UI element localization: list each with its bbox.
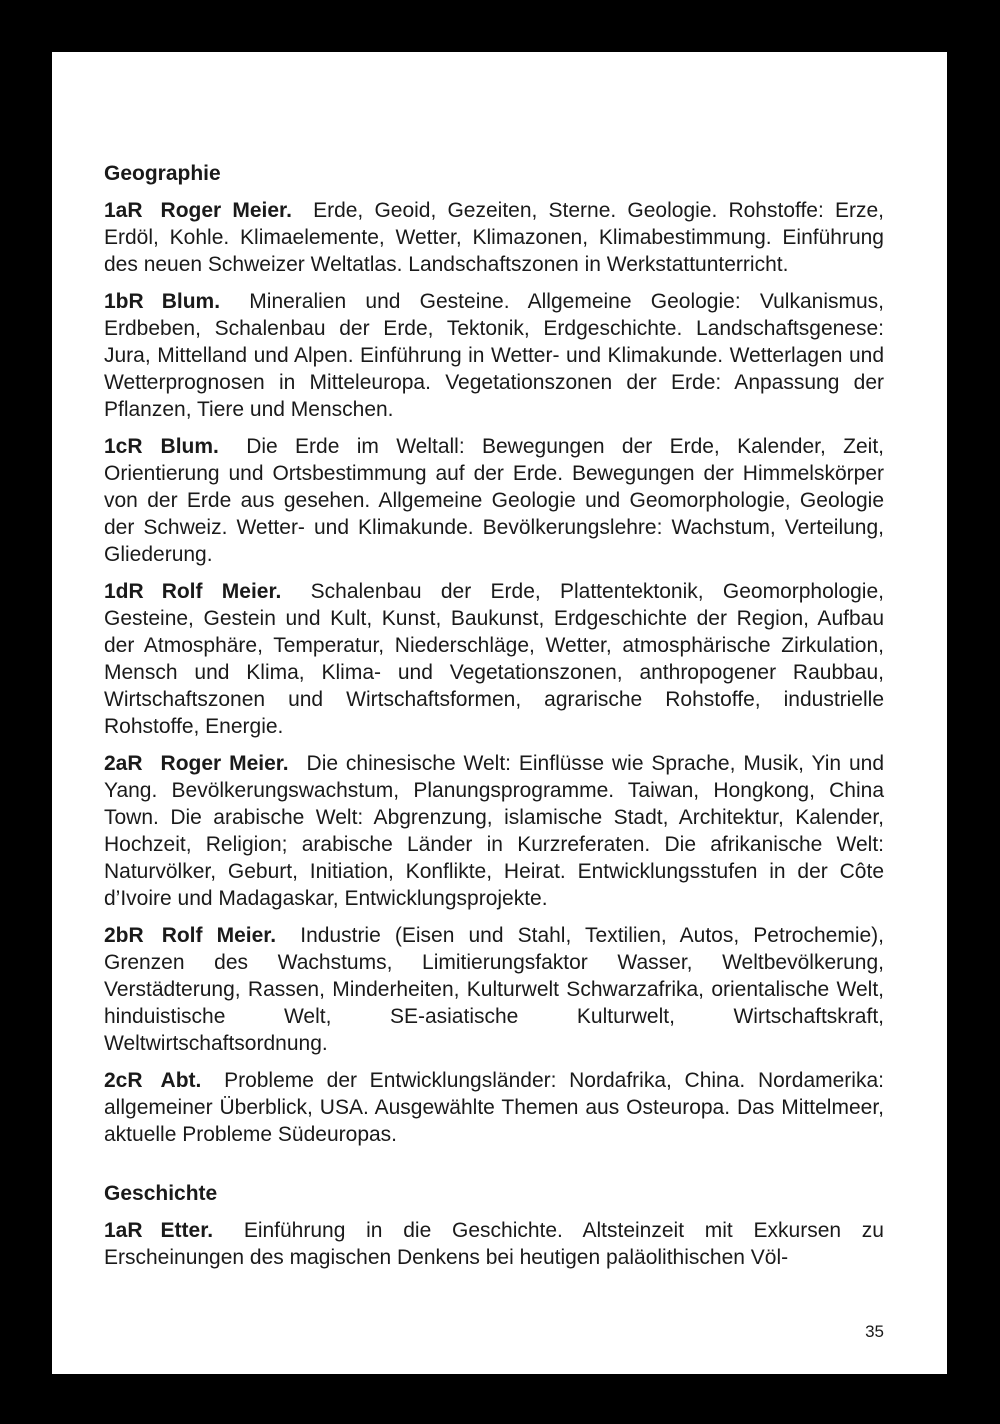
section-geschichte <box>104 1180 884 1271</box>
teacher-name: Etter. <box>160 1219 214 1242</box>
course-description: Einführung in die Geschichte. Altsteinzeit mit Exkursen zu Erscheinungen des magischen Denkens bei heutigen paläolithischen Völ- <box>104 1219 884 1269</box>
course-description: Erde, Geoid, Gezeiten, Sterne. Geologie. Rohstoffe: Erze, Erdöl, Kohle. Klimaelemente, Wetter, Klimazonen, Klimabestimmung. Einführung des neuen Schweizer Weltatlas. Landschaftszonen in Werkstattunterricht. <box>104 199 884 276</box>
course-entry <box>104 433 884 568</box>
page-number: 35 <box>865 1322 884 1341</box>
teacher-name: Blum. <box>161 290 221 313</box>
course-entry <box>104 578 884 740</box>
course-entry <box>104 750 884 912</box>
course-description: Schalenbau der Erde, Plattentektonik, Geomorphologie, Gesteine, Gestein und Kult, Kunst, Baukunst, Erdgeschichte der Region, Aufbau der Atmosphäre, Temperatur, Niederschläge, Wetter, atmosphärische Zirkulation, Mensch und Klima, Klima- und Vegetationszonen, anthropogener Raubbau, Wirtschaftszonen und Wirtschaftsformen, agrarische Rohstoffe, industrielle Rohstoffe, Energie. <box>104 580 884 738</box>
section-title: Geschichte <box>104 1182 218 1205</box>
class-code: 1bR <box>104 290 144 313</box>
teacher-name: Roger Meier. <box>160 752 289 775</box>
section-geographie <box>104 160 884 1148</box>
teacher-name: Abt. <box>160 1069 202 1092</box>
course-description: Probleme der Entwicklungsländer: Nordafrika, China. Nordamerika: allgemeiner Überblick, USA. Ausgewählte Themen aus Osteuropa. Das Mittelmeer, aktuelle Probleme Südeuropas. <box>104 1069 884 1146</box>
course-description: Die Erde im Weltall: Bewegungen der Erde, Kalender, Zeit, Orientierung und Ortsbestimmung auf der Erde. Bewegungen der Himmelskörper von der Erde aus gesehen. Allgemeine Geologie und Geomorphologie, Geologie der Schweiz. Wetter- und Klimakunde. Bevölkerungslehre: Wachstum, Verteilung, Gliederung. <box>104 435 884 566</box>
teacher-name: Rolf Meier. <box>161 924 277 947</box>
class-code: 1aR <box>104 199 143 222</box>
course-entry <box>104 922 884 1057</box>
course-entry <box>104 288 884 423</box>
section-title: Geographie <box>104 162 221 185</box>
course-description: Die chinesische Welt: Einflüsse wie Sprache, Musik, Yin und Yang. Bevölkerungswachstum, Planungsprogramme. Taiwan, Hongkong, China Town. Die arabische Welt: Abgrenzung, islamische Stadt, Architektur, Kalender, Hochzeit, Religion; arabische Länder in Kurzreferaten. Die afrikanische Welt: Naturvölker, Geburt, Initiation, Konflikte, Heirat. Entwicklungsstufen in der Côte d’Ivoire und Madagaskar, Entwicklungsprojekte. <box>104 752 884 910</box>
course-description: Mineralien und Gesteine. Allgemeine Geologie: Vulkanismus, Erdbeben, Schalenbau der Erde, Tektonik, Erdgeschichte. Landschaftsgenese: Jura, Mittelland und Alpen. Einführung in Wetter- und Klimakunde. Wetterlagen und Wetterprognosen in Mitteleuropa. Vegetationszonen der Erde: Anpassung der Pflanzen, Tiere und Menschen. <box>104 290 884 421</box>
class-code: 2aR <box>104 752 143 775</box>
course-description: Industrie (Eisen und Stahl, Textilien, Autos, Petrochemie), Grenzen des Wachstums, Limitierungsfaktor Wasser, Weltbevölkerung, Verstädterung, Rassen, Minderheiten, Kulturwelt Schwarzafrika, orientalische Welt, hinduistische Welt, SE-asiatische Kulturwelt, Wirtschaftskraft, Weltwirtschaftsordnung. <box>104 924 884 1055</box>
teacher-name: Roger Meier. <box>160 199 292 222</box>
course-entry <box>104 1067 884 1148</box>
course-entry <box>104 197 884 278</box>
class-code: 1aR <box>104 1219 143 1242</box>
class-code: 2cR <box>104 1069 143 1092</box>
teacher-name: Rolf Meier. <box>161 580 282 603</box>
page-content <box>104 160 884 1281</box>
class-code: 2bR <box>104 924 144 947</box>
document-page <box>52 52 947 1374</box>
course-entry <box>104 1217 884 1271</box>
teacher-name: Blum. <box>160 435 219 458</box>
class-code: 1dR <box>104 580 144 603</box>
class-code: 1cR <box>104 435 143 458</box>
